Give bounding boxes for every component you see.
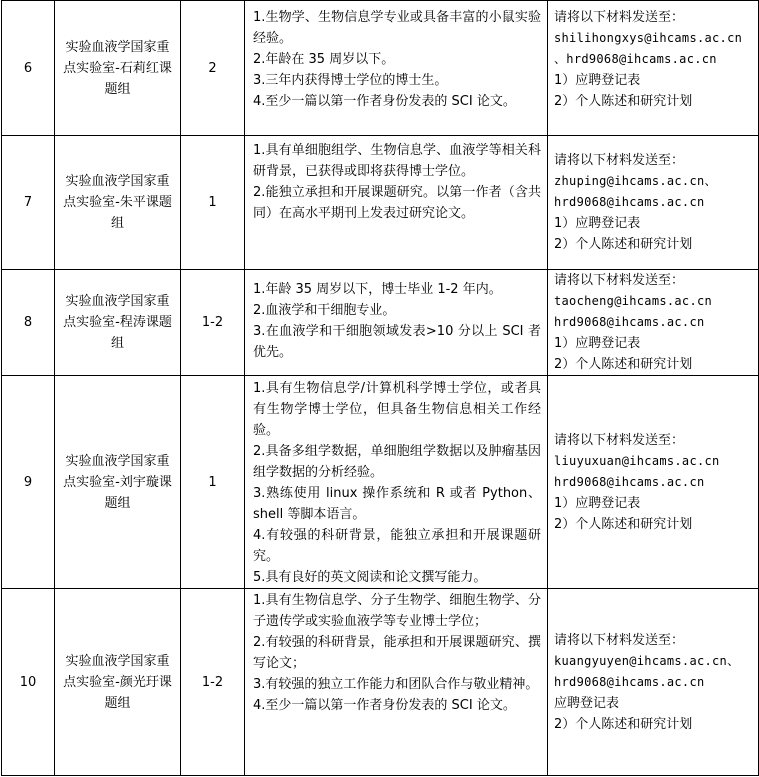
- requirement-item: 1.具有生物信息学、分子生物学、细胞生物学、分子遗传学或实验血液学等专业博士学位；: [253, 593, 541, 629]
- email-link[interactable]: shilihongxys@ihcams.ac.cn: [554, 31, 743, 45]
- material-item: 1）应聘登记表: [554, 73, 641, 88]
- requirement-item: 2.年龄在 35 周岁以下。: [253, 52, 395, 67]
- email-link[interactable]: kuangyuyen@ihcams.ac.cn、: [554, 653, 740, 668]
- requirements: [245, 376, 548, 589]
- requirement-item: 2.具备多组学数据，单细胞组学数据以及肿瘤基因组学数据的分析经验。: [253, 444, 541, 480]
- email-link[interactable]: hrd9068@ihcams.ac.cn: [554, 474, 705, 489]
- table-row: [2, 136, 759, 270]
- material-item: 应聘登记表: [554, 695, 620, 711]
- requirement-item: 1.生物学、生物信息学专业或具备丰富的小鼠实验经验。: [253, 10, 541, 46]
- row-number: 8: [2, 270, 55, 376]
- requirement-item: 3.熟练使用 linux 操作系统和 R 或者 Python、shell 等脚本语言。: [253, 486, 541, 522]
- requirements: [245, 136, 548, 270]
- position-count: 1-2: [181, 270, 245, 376]
- position-count: 1: [181, 136, 245, 270]
- requirement-item: 4.至少一篇以第一作者身份发表的 SCI 论文。: [253, 94, 516, 109]
- material-item: 2）个人陈述和研究计划: [554, 516, 693, 532]
- email-link[interactable]: hrd9068@ihcams.ac.cn: [554, 674, 705, 689]
- requirement-item: 2.血液学和干细胞专业。: [253, 303, 396, 318]
- contact-intro: 请将以下材料发送至：: [554, 273, 685, 288]
- row-number: 10: [2, 589, 55, 776]
- material-item: 2）个人陈述和研究计划: [554, 94, 693, 109]
- requirement-item: 5.具有良好的英文阅读和论文撰写能力。: [253, 570, 487, 585]
- contact-intro: 请将以下材料发送至：: [554, 432, 685, 448]
- lab-name: 实验血液学国家重点实验室-程涛课题组: [55, 270, 181, 376]
- lab-name: 实验血液学国家重点实验室-朱平课题组: [55, 136, 181, 270]
- email-link[interactable]: hrd9068@ihcams.ac.cn: [554, 315, 705, 329]
- email-link[interactable]: hrd9068@ihcams.ac.cn: [554, 195, 705, 209]
- contact-info: [548, 1, 759, 136]
- table-row: [2, 270, 759, 376]
- requirement-item: 4.至少一篇以第一作者身份发表的 SCI 论文。: [253, 698, 516, 713]
- row-number: 9: [2, 376, 55, 589]
- contact-intro: 请将以下材料发送至：: [554, 632, 685, 648]
- table-row: [2, 1, 759, 136]
- requirement-item: 3.三年内获得博士学位的博士生。: [253, 73, 448, 88]
- recruitment-table: [1, 0, 759, 776]
- requirement-item: 4.有较强的科研背景，能独立承担和开展课题研究。: [253, 528, 541, 564]
- email-link[interactable]: 、hrd9068@ihcams.ac.cn: [554, 52, 717, 66]
- requirement-item: 1.年龄 35 周岁以下，博士毕业 1-2 年内。: [253, 282, 502, 297]
- material-item: 1）应聘登记表: [554, 336, 641, 351]
- contact-intro: 请将以下材料发送至：: [554, 10, 685, 25]
- material-item: 2）个人陈述和研究计划: [554, 716, 693, 732]
- contact-info: [548, 136, 759, 270]
- email-link[interactable]: zhuping@ihcams.ac.cn、: [554, 174, 717, 188]
- requirement-item: 3.有较强的独立工作能力和团队合作与敬业精神。: [253, 677, 539, 692]
- email-link[interactable]: liuyuxuan@ihcams.ac.cn: [554, 453, 720, 468]
- lab-name: 实验血液学国家重点实验室-刘宇璇课题组: [55, 376, 181, 589]
- contact-info: [548, 270, 759, 376]
- email-link[interactable]: taocheng@ihcams.ac.cn: [554, 294, 713, 308]
- requirement-item: 2.有较强的科研背景，能承担和开展课题研究、撰写论文；: [253, 635, 541, 671]
- position-count: 1-2: [181, 589, 245, 776]
- lab-name: 实验血液学国家重点实验室-颜光玗课题组: [55, 589, 181, 776]
- row-number: 7: [2, 136, 55, 270]
- lab-name: 实验血液学国家重点实验室-石莉红课题组: [55, 1, 181, 136]
- table-row: [2, 589, 759, 776]
- material-item: 2）个人陈述和研究计划: [554, 357, 693, 372]
- material-item: 1）应聘登记表: [554, 495, 641, 511]
- requirement-item: 1.具有单细胞组学、生物信息学、血液学等相关科研背景，已获得或即将获得博士学位。: [253, 143, 541, 179]
- material-item: 2）个人陈述和研究计划: [554, 237, 693, 252]
- row-number: 6: [2, 1, 55, 136]
- contact-intro: 请将以下材料发送至：: [554, 153, 685, 168]
- contact-info: [548, 376, 759, 589]
- requirement-item: 3.在血液学和干细胞领域发表>10 分以上 SCI 者优先。: [253, 324, 541, 360]
- requirements: [245, 589, 548, 776]
- requirement-item: 1.具有生物信息学/计算机科学博士学位，或者具有生物学博士学位，但具备生物信息相关工作经验。: [253, 381, 541, 438]
- position-count: 1: [181, 376, 245, 589]
- requirements: [245, 270, 548, 376]
- requirement-item: 2.能独立承担和开展课题研究。以第一作者（含共同）在高水平期刊上发表过研究论文。: [253, 185, 541, 221]
- contact-info: [548, 589, 759, 776]
- requirements: [245, 1, 548, 136]
- material-item: 1）应聘登记表: [554, 216, 641, 231]
- position-count: 2: [181, 1, 245, 136]
- table-row: [2, 376, 759, 589]
